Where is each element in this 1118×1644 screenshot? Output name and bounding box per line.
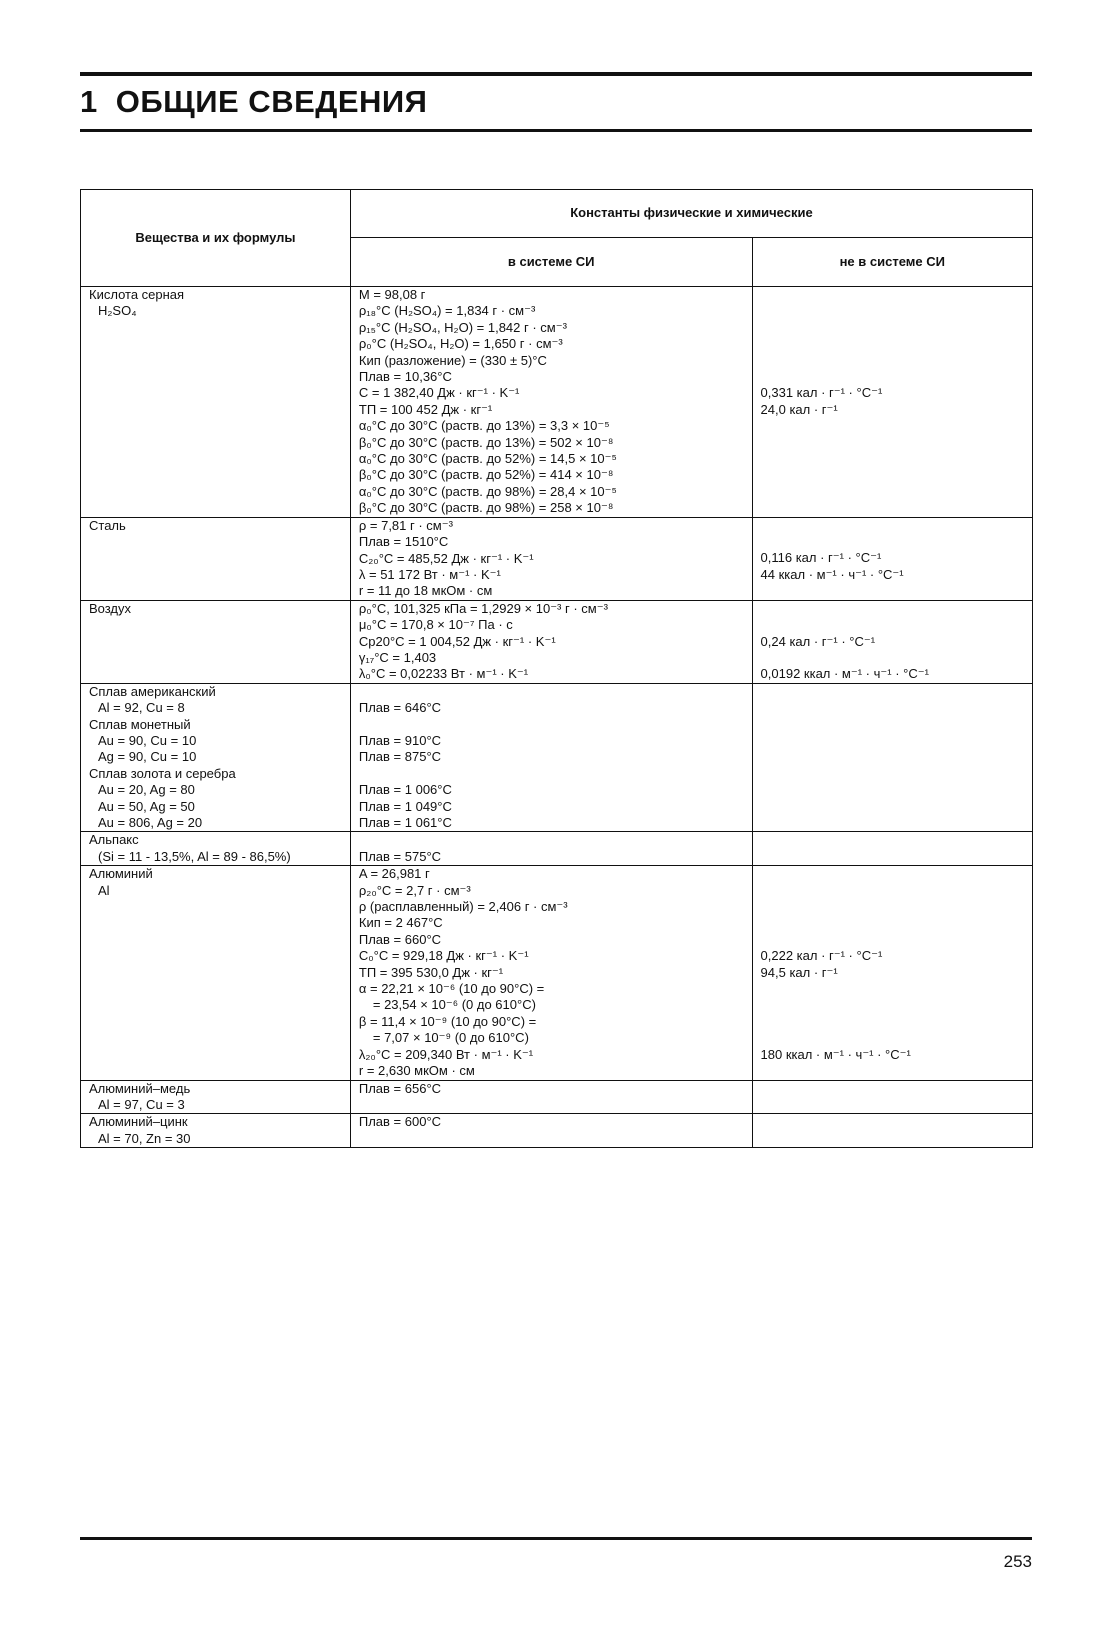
si-value: μ₀°C = 170,8 × 10⁻⁷ Па · с [358, 617, 513, 633]
heading-rule [80, 129, 1032, 132]
substance-formula: Au = 20, Ag = 80 [98, 782, 195, 798]
si-value: ρ₁₈°C (H₂SO₄) = 1,834 г · см⁻³ [358, 303, 536, 319]
si-value: = 23,54 × 10⁻⁶ (0 до 610°C) [372, 997, 536, 1013]
substance-name: Алюминий–цинк [89, 1114, 188, 1130]
si-value: r = 2,630 мкОм · см [358, 1063, 475, 1079]
si-value: Плав = 1 061°C [358, 814, 452, 830]
substance-formula: Al = 70, Zn = 30 [98, 1130, 191, 1146]
substance-formula: H₂SO₄ [98, 303, 137, 319]
header-substances: Вещества и их формулы [81, 190, 351, 287]
si-value: Плав = 10,36°C [358, 369, 452, 385]
non-si-value: 24,0 кал · г⁻¹ [760, 401, 838, 417]
row-alpax [81, 832, 1033, 866]
substance-formula: Al = 92, Cu = 8 [98, 700, 185, 716]
section-heading [80, 84, 427, 120]
non-si-value: 0,331 кал · г⁻¹ · °C⁻¹ [760, 385, 883, 401]
si-value: ρ (расплавленный) = 2,406 г · см⁻³ [358, 899, 568, 915]
si-value: ρ₂₀°C = 2,7 г · см⁻³ [358, 882, 471, 898]
top-rule [80, 72, 1032, 76]
non-si-cell [752, 1080, 1032, 1114]
row-air [81, 600, 1033, 683]
si-value: λ₂₀°C = 209,340 Вт · м⁻¹ · K⁻¹ [358, 1046, 534, 1062]
substance-formula: Au = 806, Ag = 20 [98, 815, 203, 830]
non-si-value: 180 ккал · м⁻¹ · ч⁻¹ · °C⁻¹ [760, 1046, 911, 1062]
non-si-value: 44 ккал · м⁻¹ · ч⁻¹ · °C⁻¹ [760, 566, 904, 582]
non-si-cell [752, 832, 1032, 866]
si-cell [350, 287, 752, 518]
si-value: λ₀°C = 0,02233 Вт · м⁻¹ · K⁻¹ [358, 666, 529, 682]
substance-cell [81, 287, 351, 518]
si-value: Плав = 1 006°C [358, 782, 452, 798]
si-value: C₀°C = 929,18 Дж · кг⁻¹ · K⁻¹ [358, 948, 529, 964]
non-si-cell [752, 1114, 1032, 1148]
si-value: r = 11 до 18 мкОм · см [358, 583, 493, 599]
constants-table [80, 189, 1033, 1148]
si-value: Плав = 575°C [358, 848, 442, 864]
si-cell [350, 600, 752, 683]
row-sulfuric-acid [81, 287, 1033, 518]
si-value: C₂₀°C = 485,52 Дж · кг⁻¹ · K⁻¹ [358, 550, 534, 566]
si-value: ρ₀°C (H₂SO₄, H₂O) = 1,650 г · см⁻³ [358, 336, 563, 352]
non-si-value: 0,116 кал · г⁻¹ · °C⁻¹ [760, 550, 882, 566]
substance-cell [81, 517, 351, 600]
non-si-cell [752, 683, 1032, 832]
page-number: 253 [1003, 1552, 1032, 1571]
si-value: α₀°C до 30°C (раств. до 98%) = 28,4 × 10⁻⁵ [358, 483, 617, 499]
si-value: β₀°C до 30°C (раств. до 13%) = 502 × 10⁻⁸ [358, 434, 614, 450]
si-value: Плав = 646°C [358, 700, 442, 716]
substance-name: Сплав монетный [89, 716, 191, 732]
section-number: 1 [80, 84, 98, 119]
substance-cell [81, 1080, 351, 1114]
substance-cell [81, 832, 351, 866]
substance-formula: Al = 97, Cu = 3 [98, 1096, 185, 1112]
si-value: Плав = 1 049°C [358, 798, 452, 814]
si-value: Кип = 2 467°C [358, 915, 443, 931]
si-value: β₀°C до 30°C (раств. до 98%) = 258 × 10⁻⁸ [358, 500, 614, 516]
row-aluminium-zinc [81, 1114, 1033, 1148]
substance-name: Воздух [89, 600, 132, 616]
si-cell [350, 832, 752, 866]
non-si-cell [752, 287, 1032, 518]
non-si-cell [752, 866, 1032, 1080]
row-alloys [81, 683, 1033, 832]
si-value: ρ₁₅°C (H₂SO₄, H₂O) = 1,842 г · см⁻³ [358, 319, 567, 335]
substance-cell [81, 866, 351, 1080]
si-value: = 7,07 × 10⁻⁹ (0 до 610°C) [372, 1030, 529, 1046]
substance-formula: (Si = 11 - 13,5%, Al = 89 - 86,5%) [98, 848, 291, 864]
si-value: M = 98,08 г [358, 287, 426, 302]
si-value: λ = 51 172 Вт · м⁻¹ · K⁻¹ [358, 566, 501, 582]
si-value: β = 11,4 × 10⁻⁹ (10 до 90°C) = [358, 1013, 537, 1029]
row-steel [81, 517, 1033, 600]
si-value: Кип (разложение) = (330 ± 5)°C [358, 352, 547, 368]
substance-cell [81, 683, 351, 832]
non-si-value: 0,24 кал · г⁻¹ · °C⁻¹ [760, 633, 876, 649]
substance-cell [81, 1114, 351, 1148]
non-si-value: 0,0192 ккал · м⁻¹ · ч⁻¹ · °C⁻¹ [760, 666, 929, 682]
si-value: α₀°C до 30°C (раств. до 52%) = 14,5 × 10⁻⁵ [358, 451, 617, 467]
section-title: ОБЩИЕ СВЕДЕНИЯ [115, 84, 428, 119]
si-value: C = 1 382,40 Дж · кг⁻¹ · K⁻¹ [358, 385, 520, 401]
substance-name: Алюминий–медь [89, 1080, 191, 1096]
si-cell [350, 1114, 752, 1148]
header-constants: Константы физические и химические [350, 190, 1032, 238]
si-value: Cp20°C = 1 004,52 Дж · кг⁻¹ · K⁻¹ [358, 633, 556, 649]
non-si-cell [752, 600, 1032, 683]
si-value: Плав = 1510°C [358, 534, 449, 550]
si-cell [350, 1080, 752, 1114]
non-si-value: 0,222 кал · г⁻¹ · °C⁻¹ [760, 948, 883, 964]
si-value: Плав = 600°C [358, 1114, 442, 1130]
si-value: Плав = 660°C [358, 931, 442, 947]
si-value: ρ₀°C, 101,325 кПа = 1,2929 × 10⁻³ г · см⁻³ [358, 600, 608, 616]
row-aluminium-copper [81, 1080, 1033, 1114]
substance-name: Сплав золота и серебра [89, 765, 236, 781]
substance-name: Сплав американский [89, 683, 216, 699]
substance-formula: Al [98, 882, 110, 898]
si-value: ρ = 7,81 г · см⁻³ [358, 517, 453, 533]
si-cell [350, 866, 752, 1080]
substance-formula: Au = 50, Ag = 50 [98, 798, 195, 814]
row-aluminium [81, 866, 1033, 1080]
si-value: α = 22,21 × 10⁻⁶ (10 до 90°C) = [358, 981, 545, 997]
substance-name: Сталь [89, 517, 126, 533]
substance-name: Альпакс [89, 832, 139, 848]
si-value: α₀°C до 30°C (раств. до 13%) = 3,3 × 10⁻⁵ [358, 418, 610, 434]
substance-name: Алюминий [89, 866, 153, 882]
si-value: Плав = 656°C [358, 1080, 442, 1096]
si-value: ТП = 100 452 Дж · кг⁻¹ [358, 401, 493, 417]
header-non-si: не в системе СИ [752, 238, 1032, 287]
si-cell [350, 517, 752, 600]
substance-cell [81, 600, 351, 683]
si-value: ТП = 395 530,0 Дж · кг⁻¹ [358, 964, 504, 980]
footer-rule [80, 1537, 1032, 1540]
substance-formula: Ag = 90, Cu = 10 [98, 749, 197, 765]
substance-formula: Au = 90, Cu = 10 [98, 732, 197, 748]
si-value: Плав = 875°C [358, 749, 442, 765]
si-value: Плав = 910°C [358, 732, 442, 748]
non-si-value: 94,5 кал · г⁻¹ [760, 964, 838, 980]
header-si: в системе СИ [350, 238, 752, 287]
si-value: γ₁₇°C = 1,403 [358, 649, 437, 665]
si-cell [350, 683, 752, 832]
non-si-cell [752, 517, 1032, 600]
substance-name: Кислота серная [89, 287, 185, 302]
si-value: A = 26,981 г [358, 866, 430, 882]
si-value: β₀°C до 30°C (раств. до 52%) = 414 × 10⁻⁸ [358, 467, 614, 483]
